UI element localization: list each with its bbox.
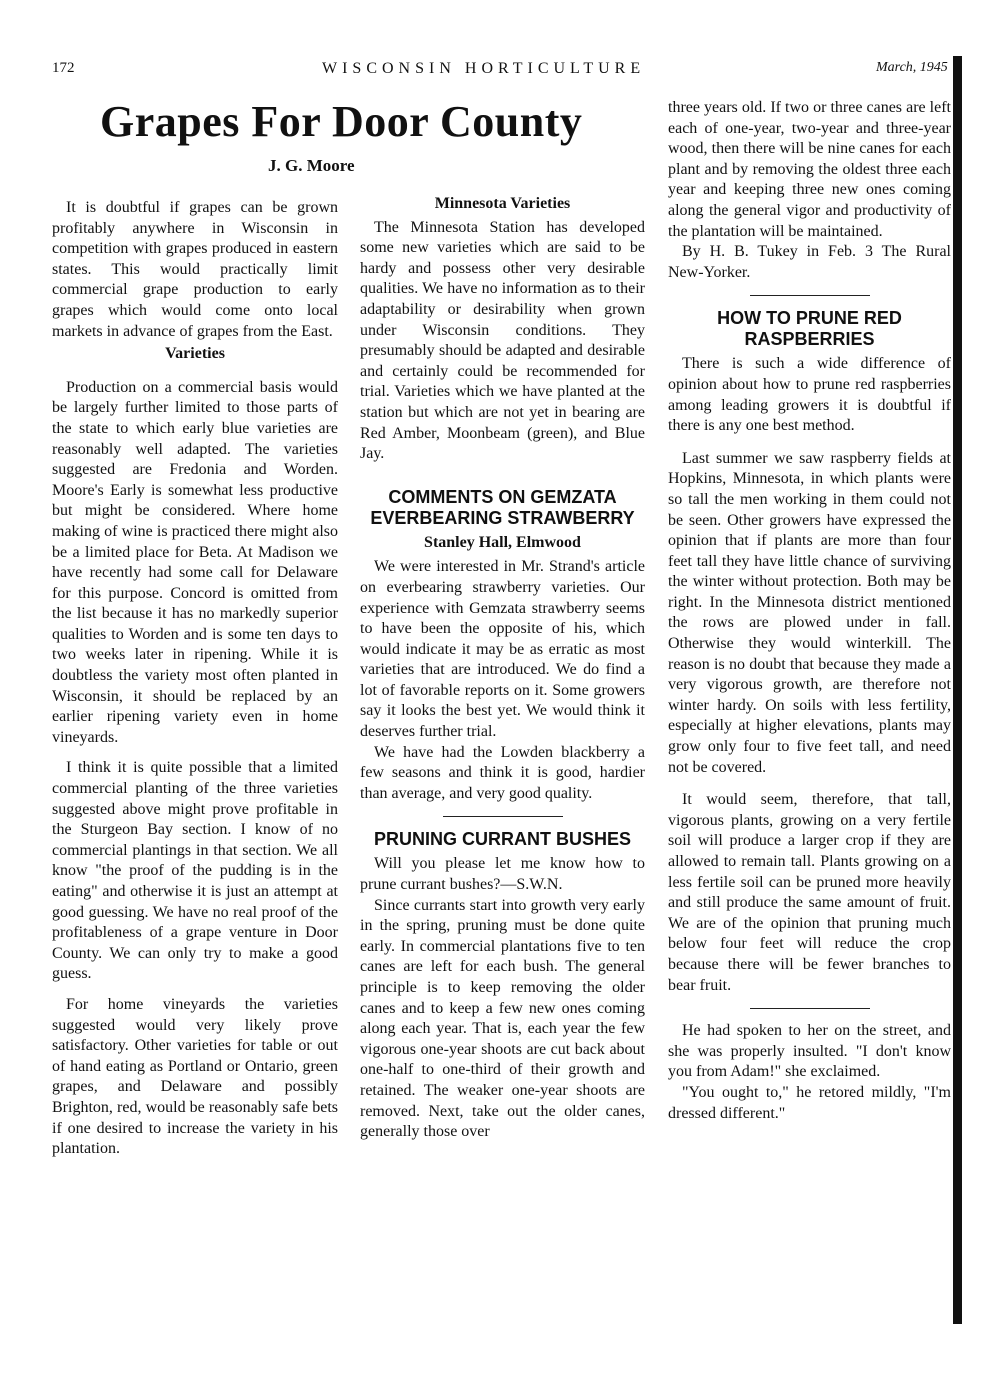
currant-answer: Since currants start into growth very early in the spring, pruning must be done quite early. In commercial plantations five to ten canes are left for each bush. The general principle is to keep removing the older canes and to keep a few new ones coming along each year. That is, each year the few vigorous one-year shoots are cut back about one-half to one-third of their growth and retained. The weaker one-year shoots are removed. Next, take out the older canes, generally those over <box>360 896 645 1141</box>
varieties-paragraph-2: I think it is quite possible that a limited commercial planting of the three varieties suggested above might prove profitable in the Sturgeon Bay section. I know of no commercial plantings in that section. We all know "the proof of the pudding is in the eating" and otherwise it is just an attempt at good guessing. We have no real proof of the profitableness of a grape venture in Door County. We can only try to make a good guess. <box>52 759 338 983</box>
filler-paragraph-2: "You ought to," he retored mildly, "I'm dressed different." <box>668 1083 951 1122</box>
minnesota-paragraph: The Minnesota Station has developed some new varieties which are said to be hardy and possess other very desirable qualities. We have no information as to their adaptability or desirability when grown under Wisconsin conditions. They presumably should be adapted and desirable and certainly could be recommended for trial. Varieties which we have planted at the station but which are not yet in bearing are Red Amber, Moonbeam (green), and Blue Jay. <box>360 218 645 463</box>
section-divider <box>750 1008 870 1009</box>
section-divider <box>443 816 563 817</box>
currant-credit: By H. B. Tukey in Feb. 3 The Rural New-Yorker. <box>668 243 951 281</box>
varieties-paragraph-3: For home vineyards the varieties suggested would very likely prove satisfactory. Other varieties for table or out of hand eating as Portland or Ontario, green grapes, and Delaware and possibly Brighton, red, would be reasonably safe bets if one desired to increase the variety in his plantation. <box>52 995 338 1158</box>
currant-continued: three years old. If two or three canes are left each of one-year, two-year and three-year wood, then there will be nine canes for each plant and by removing the oldest three each year and keeping three new ones coming along the general vigor and productivity of the plantation will be maintained. <box>668 99 951 240</box>
article-author: J. G. Moore <box>268 156 355 175</box>
page-number: 172 <box>52 60 75 76</box>
filler-paragraph-1: He had spoken to her on the street, and she was properly insulted. "I don't know you from Adam!" she exclaimed. <box>668 1022 951 1081</box>
gemzata-paragraph-2: We have had the Lowden blackberry a few seasons and think it is good, hardier than average, and very good quality. <box>360 743 645 802</box>
currant-heading: PRUNING CURRANT BUSHES <box>373 829 631 850</box>
raspberry-paragraph-3: It would seem, therefore, that tall, vigorous plants, growing on a very fertile soil will produce a larger crop if they are allowed to remain tall. Plants growing on a less fertile soil can be pruned more heavily and still produce the same amount of fruit. We are of the opinion that pruning much below four feet will reduce the crop because there will be fewer branches to bear fruit. <box>668 791 951 994</box>
raspberry-paragraph-1: There is such a wide difference of opinion about how to prune red raspberries among leading growers it is doubtful if there is any one best method. <box>668 355 951 435</box>
column-3 <box>668 98 951 1124</box>
magazine-name: WISCONSIN HORTICULTURE <box>322 60 646 77</box>
section-divider <box>750 295 870 296</box>
gemzata-paragraph-1: We were interested in Mr. Strand's article on everbearing strawberry varieties. Our experience with Gemzata strawberry seems to have been the opposite of his, which would indicate it may be as erratic as most varieties that are introduced. We do find a lot of favorable reports on it. Some growers say it looks the best yet. We would think it deserves further trial. <box>360 558 645 741</box>
varieties-heading: Varieties <box>165 345 225 363</box>
gemzata-heading: COMMENTS ON GEMZATA EVERBEARING STRAWBERRY <box>370 486 635 528</box>
raspberry-heading: HOW TO PRUNE RED RASPBERRIES <box>717 308 902 350</box>
gemzata-author: Stanley Hall, Elmwood <box>424 533 581 551</box>
minnesota-heading: Minnesota Varieties <box>434 195 571 212</box>
issue-date: March, 1945 <box>876 60 948 75</box>
column-2 <box>360 192 645 1143</box>
page-edge-bar <box>953 56 962 1324</box>
varieties-paragraph-1: Production on a commercial basis would be largely further limited to those parts of the state to which early blue varieties are reasonably well adapted. The varieties suggested are Fredonia and Worden. Moore's Early is somewhat less productive but might be considered. Where home making of wine is practiced there might also be a limited place for Beta. At Madison we have recently had some call for Delaware for this purpose. Concord is omitted from the list because it has no markedly superior qualities to Worden and is some ten days to two weeks later in ripening. While it is doubtless the variety most often planted in Wisconsin, it should be replaced by an earlier ripening variety even in home vineyards. <box>52 378 338 746</box>
column-1 <box>52 198 338 1160</box>
currant-question: Will you please let me know how to prune currant bushes?—S.W.N. <box>360 855 645 894</box>
intro-paragraph: It is doubtful if grapes can be grown profitably anywhere in Wisconsin in competition with grapes produced in eastern states. This would practically limit commercial grape production to early grapes which would come onto local markets in advance of grapes from the East. <box>52 199 338 340</box>
article-title: Grapes For Door County <box>100 97 583 146</box>
raspberry-paragraph-2: Last summer we saw raspberry fields at Hopkins, Minnesota, in which plants were so tall the men working in them could not be seen. Other growers have expressed the opinion that if plants are more than four feet tall they have little chance of surviving the winter without protection. Both may be right. In the Minnesota district mentioned the rows are plowed under in fall. Otherwise they would winterkill. The reason is no doubt that because they made a very vigorous growth, are therefore not winter hardy. On soils with less fertility, especially at higher elevations, plants may grow only four to five feet tall, and need not be covered. <box>668 449 951 776</box>
